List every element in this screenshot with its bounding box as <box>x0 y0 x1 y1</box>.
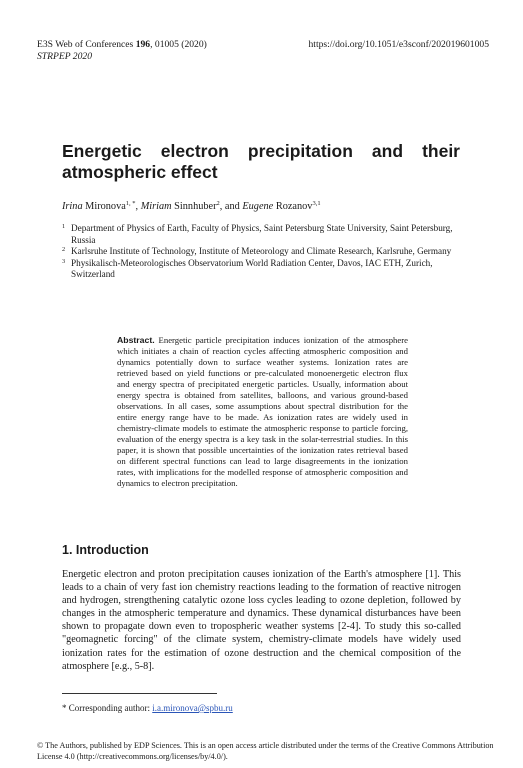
footnote-label: * Corresponding author: <box>62 703 153 713</box>
footnote-divider <box>62 693 217 694</box>
author-separator: , and <box>219 201 243 212</box>
paper-title: Energetic electron precipitation and their atmospheric effect <box>62 141 460 182</box>
author-separator: , <box>135 201 141 212</box>
affiliation-item: 1 Department of Physics of Earth, Faculty of Physics, Saint Petersburg State University, Saint Petersburg, Russia <box>62 223 453 245</box>
author-affiliation-mark: 1, * <box>125 200 136 207</box>
author-list <box>62 200 321 213</box>
section-body: Energetic electron and proton precipitation causes ionization of the Earth's atmosphere [1]. This leads to a chain of very fast ion chemistry reactions leading to the formation of reactive nitrogen and hydrogen, strengthening catalytic ozone loss cycles leading to ozone depletion, followed by changes in the atmospheric temperature and dynamics. These dynamical disturbances have been shown to propagate down even to tropospheric weather systems [2-4]. To study this so-called "geomagnetic forcing" of the climate system, chemistry-climate models have widely used ionization rates for the estimation of ozone destruction and the chemical composition of the atmosphere [e.g., 5-8]. <box>62 569 461 672</box>
doi-link[interactable]: https://doi.org/10.1051/e3sconf/202019601005 <box>308 39 489 50</box>
author-first-name: Eugene <box>242 201 274 212</box>
abstract-text: Energetic particle precipitation induces ionization of the atmosphere which initiates a chain of reaction cycles affecting atmospheric composition and dynamics potentially down to surface weather systems. Ionization rates are retrieved based on yield functions or pre-calculated monoenergetic electron flux and energy spectra of precipitated energetic particles. Usually, information about energy spectra is obtained from satellites, balloons, and various ground-based observations. In all cases, some assumptions about spectral distribution for the entire energy range have to be made. As ionization rates are widely used in chemistry-climate models to estimate the atmospheric response to particle forcing, evaluation of the energy spectra is a key task in the solar-terrestrial studies. In this paper, it is shown that possible uncertainties of the ionization rates retrieval based on different spectral functions can lead to large disagreements in the ionization rates, with implications for the modelled response of atmospheric composition and dynamics to electron precipitation. <box>117 335 408 488</box>
affiliation-item: 3 Physikalisch-Meteorologisches Observatorium World Radiation Center, Davos, IAC ETH, Zurich, Switzerland <box>62 257 433 280</box>
author-affiliation-mark: 2 <box>216 200 220 207</box>
running-header-left <box>37 39 207 63</box>
author-last-name: Rozanov <box>273 201 313 212</box>
abstract-label: Abstract. <box>117 335 155 345</box>
author-last-name: Sinnhuber <box>171 201 217 212</box>
author-last-name: Mironova <box>82 201 126 212</box>
author-first-name: Miriam <box>140 201 172 212</box>
author-first-name: Irina <box>62 201 83 212</box>
journal-line: E3S Web of Conferences 196, 01005 (2020) <box>37 39 207 50</box>
footnote <box>62 703 233 714</box>
conference-name: STRPEP 2020 <box>37 51 92 62</box>
license-notice: © The Authors, published by EDP Sciences. This is an open access article distributed under the terms of the Creative Commons Attribution License 4.0 (http://creativecommons.org/licenses/by/4.0/). <box>37 741 494 761</box>
affiliation-list <box>62 223 462 281</box>
corresponding-email-link[interactable]: i.a.mironova@spbu.ru <box>152 703 233 713</box>
affiliation-item: 2 Karlsruhe Institute of Technology, Institute of Meteorology and Climate Research, Karlsruhe, Germany <box>62 246 452 257</box>
author-affiliation-mark: 3,1 <box>312 200 321 207</box>
abstract <box>117 335 408 489</box>
section-heading: 1. Introduction <box>62 543 149 557</box>
